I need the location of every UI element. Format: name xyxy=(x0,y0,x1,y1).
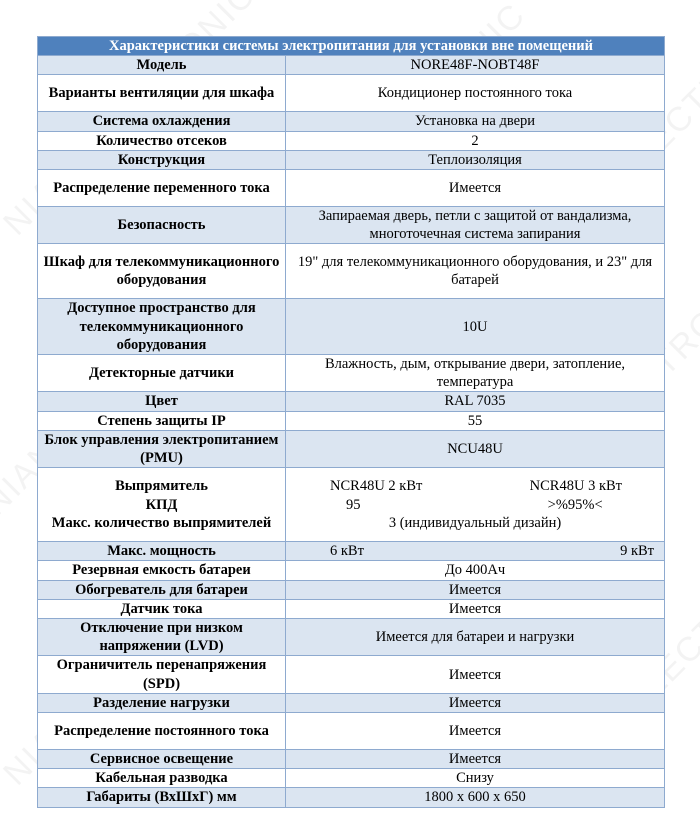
row-value: 1800 x 600 x 650 xyxy=(286,788,665,807)
table-row xyxy=(38,170,665,207)
row-value xyxy=(286,468,665,542)
row-value xyxy=(286,542,665,561)
row-value: Имеется для батареи и нагрузки xyxy=(286,619,665,656)
table-row xyxy=(38,355,665,392)
row-label: Датчик тока xyxy=(38,599,286,618)
row-label: Обогреватель для батареи xyxy=(38,580,286,599)
table-row xyxy=(38,693,665,712)
table-row xyxy=(38,542,665,561)
row-label: Система охлаждения xyxy=(38,112,286,131)
table-row xyxy=(38,112,665,131)
table-row xyxy=(38,75,665,112)
table-row xyxy=(38,561,665,580)
max-power-a: 6 кВт xyxy=(330,543,364,560)
row-value: Имеется xyxy=(286,170,665,207)
table-row xyxy=(38,656,665,693)
table-row xyxy=(38,599,665,618)
table-row xyxy=(38,299,665,355)
rectifier-a-model: NCR48U 2 кВт xyxy=(330,478,423,495)
row-label: Резервная емкость батареи xyxy=(38,561,286,580)
row-label: Модель xyxy=(38,56,286,75)
row-label: Степень защиты IP xyxy=(38,411,286,430)
table-row-rectifier xyxy=(38,468,665,542)
row-value: Теплоизоляция xyxy=(286,150,665,169)
row-value: Кондиционер постоянного тока xyxy=(286,75,665,112)
rectifier-models xyxy=(290,477,660,513)
rectifier-col-a xyxy=(330,477,422,513)
row-label: Макс. мощность xyxy=(38,542,286,561)
row-label: Сервисное освещение xyxy=(38,750,286,769)
table-header: Характеристики системы электропитания для установки вне помещений xyxy=(38,37,665,56)
rectifier-b-model: NCR48U 3 кВт xyxy=(529,478,622,495)
rectifier-label-line: Макс. количество выпрямителей xyxy=(51,514,272,531)
row-value: 2 xyxy=(286,131,665,150)
row-label: Габариты (ВхШхГ) мм xyxy=(38,788,286,807)
row-value: Имеется xyxy=(286,580,665,599)
table-row xyxy=(38,750,665,769)
rectifier-a-efficiency: 95 xyxy=(346,496,361,513)
row-value: Имеется xyxy=(286,713,665,750)
row-label: Блок управления электропитанием (PMU) xyxy=(38,430,286,467)
row-value: Установка на двери xyxy=(286,112,665,131)
row-value: NORE48F-NOBT48F xyxy=(286,56,665,75)
table-row xyxy=(38,392,665,411)
row-value: 10U xyxy=(286,299,665,355)
row-value: Имеется xyxy=(286,656,665,693)
table-row xyxy=(38,769,665,788)
row-label: Безопасность xyxy=(38,207,286,244)
table-row xyxy=(38,244,665,299)
table-row xyxy=(38,150,665,169)
row-label: Количество отсеков xyxy=(38,131,286,150)
rectifier-count: 3 (индивидуальный дизайн) xyxy=(388,514,562,531)
table-row xyxy=(38,411,665,430)
row-value: Имеется xyxy=(286,693,665,712)
row-value: Имеется xyxy=(286,599,665,618)
table-row xyxy=(38,580,665,599)
row-label: Отключение при низком напряжении (LVD) xyxy=(38,619,286,656)
row-value: Влажность, дым, открывание двери, затопление, температура xyxy=(286,355,665,392)
table-row xyxy=(38,207,665,244)
spec-table xyxy=(37,36,665,808)
rectifier-b-efficiency: >%95%< xyxy=(547,496,603,513)
row-label: Детекторные датчики xyxy=(38,355,286,392)
max-power-values xyxy=(290,542,660,560)
table-row xyxy=(38,131,665,150)
row-label: Шкаф для телекоммуникационного оборудования xyxy=(38,244,286,299)
row-label: Кабельная разводка xyxy=(38,769,286,788)
row-value: RAL 7035 xyxy=(286,392,665,411)
table-row xyxy=(38,788,665,807)
table-row xyxy=(38,56,665,75)
row-label: Распределение переменного тока xyxy=(38,170,286,207)
table-row xyxy=(38,619,665,656)
row-label: Разделение нагрузки xyxy=(38,693,286,712)
table-row xyxy=(38,430,665,467)
row-label: Доступное пространство для телекоммуникационного оборудования xyxy=(38,299,286,355)
row-value: Запираемая дверь, петли с защитой от вандализма, многоточечная система запирания xyxy=(286,207,665,244)
row-value: Снизу xyxy=(286,769,665,788)
row-label: Конструкция xyxy=(38,150,286,169)
row-value: NCU48U xyxy=(286,430,665,467)
row-value: Имеется xyxy=(286,750,665,769)
rectifier-col-b xyxy=(530,477,622,513)
rectifier-label-line: Выпрямитель xyxy=(115,478,208,495)
row-label: Цвет xyxy=(38,392,286,411)
max-power-b: 9 кВт xyxy=(620,543,654,560)
row-value: 19" для телекоммуникационного оборудования, и 23" для батарей xyxy=(286,244,665,299)
row-label: Ограничитель перенапряжения (SPD) xyxy=(38,656,286,693)
row-value: 55 xyxy=(286,411,665,430)
rectifier-label-line: КПД xyxy=(145,496,178,513)
row-label: Варианты вентиляции для шкафа xyxy=(38,75,286,112)
row-label: Распределение постоянного тока xyxy=(38,713,286,750)
table-row xyxy=(38,713,665,750)
row-value: До 400Ач xyxy=(286,561,665,580)
row-label xyxy=(38,468,286,542)
